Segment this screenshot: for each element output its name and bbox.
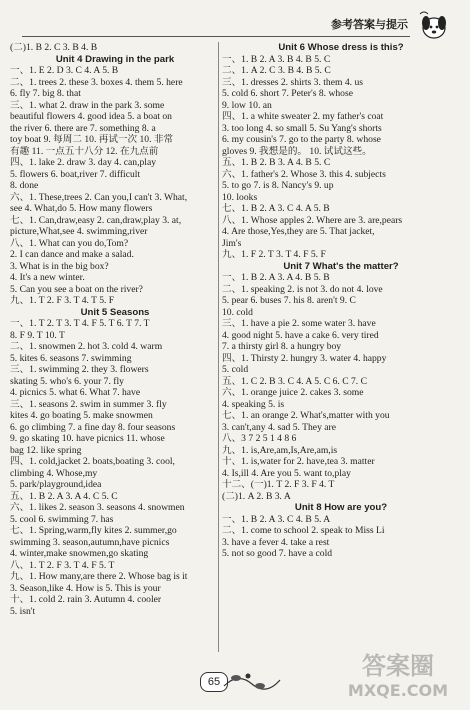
answer-line: 七、1. B 2. A 3. C 4. A 5. B <box>222 203 330 214</box>
answer-line: 二、1. trees 2. these 3. boxes 4. them 5. here <box>10 76 183 88</box>
watermark-logo <box>338 644 458 702</box>
answer-line: 五、1. B 2. B 3. A 4. B 5. C <box>222 157 331 168</box>
leaf-ornament-icon <box>222 668 282 694</box>
answer-line: 三、1. swimming 2. they 3. flowers <box>10 364 149 375</box>
answer-line: 5. pear 6. buses 7. his 8. aren't 9. C <box>222 295 356 306</box>
answer-line: 九、1. How many,are there 2. Whose bag is it <box>10 571 188 582</box>
answer-line: skating 5. who's 6. your 7. fly <box>10 375 124 387</box>
answer-line: the river 6. there are 7. something 8. a <box>10 122 156 134</box>
answer-line: 四、1. a white sweater 2. my father's coat <box>222 111 384 122</box>
answer-line: (二)1. A 2. B 3. A <box>222 490 291 502</box>
answer-line: 3. can't,any 4. sad 5. They are <box>222 421 336 433</box>
answer-line: 四、1. Thirsty 2. hungry 3. water 4. happy <box>222 352 387 364</box>
answer-line: 5. park/playground,idea <box>10 479 102 490</box>
unit-heading: Unit 6 Whose dress is this? <box>278 42 404 53</box>
unit-heading: Unit 7 What's the matter? <box>283 260 399 272</box>
answer-line: beautiful flowers 4. good idea 5. a boat on <box>10 111 172 122</box>
answer-line: 八、1. Whose apples 2. Where are 3. are,pears <box>222 214 403 226</box>
right-answer-column <box>222 42 460 560</box>
answer-line: kites 4. go boating 5. make snowmen <box>10 410 153 421</box>
answer-line: 4. speaking 5. is <box>222 398 285 410</box>
answer-line: 6. fly 7. big 8. that <box>10 88 81 99</box>
answer-line: 4. picnics 5. what 6. What 7. have <box>10 387 141 398</box>
answer-line: toy boat 9. 每周二 10. 再试一次 10. 非常 <box>10 134 174 145</box>
answer-line: 5. kites 6. seasons 7. swimming <box>10 352 132 364</box>
answer-line: 八、1. What can you do,Tom? <box>10 237 129 249</box>
watermark-line1: 答案圈 <box>362 652 434 680</box>
answer-line: 6. go climbing 7. a fine day 8. four seasons <box>10 421 176 433</box>
answer-line: 5. to go 7. is 8. Nancy's 9. up <box>222 180 334 191</box>
answer-line: 二、1. come to school 2. speak to Miss Li <box>222 525 385 536</box>
answer-line: 七、1. Can,draw,easy 2. can,draw,play 3. at, <box>10 214 182 226</box>
answer-line: 五、1. C 2. B 3. C 4. A 5. C 6. C 7. C <box>222 375 367 387</box>
answer-line: 十、1. is,water for 2. have,tea 3. matter <box>222 456 375 467</box>
answer-line: 5. Can you see a boat on the river? <box>10 283 143 295</box>
answer-line: 10. looks <box>222 191 258 203</box>
answer-line: 4. Is,ill 4. Are you 5. want to,play <box>222 467 351 479</box>
answer-line: 4. Are those,Yes,they are 5. That jacket, <box>222 226 375 237</box>
answer-line: 四、1. lake 2. draw 3. day 4. can,play <box>10 157 156 168</box>
answer-line: see 4. What,do 5. How many flowers <box>10 203 153 214</box>
answer-line: 5. flowers 6. boat,river 7. difficult <box>10 168 141 180</box>
answer-line: 5. isn't <box>10 605 36 617</box>
answer-line: 八、1. T 2. F 3. T 4. F 5. T <box>10 559 115 571</box>
answer-line: climbing 4. Whose,my <box>10 467 98 479</box>
answer-line: 八、3 7 2 5 1 4 8 6 <box>222 433 297 444</box>
answer-line: 六、1. likes 2. season 3. seasons 4. snowmen <box>10 502 185 513</box>
answer-line: 3. too long 4. so small 5. Su Yang's shorts <box>222 122 382 134</box>
answer-line: 二、1. snowmen 2. hot 3. cold 4. warm <box>10 341 163 352</box>
answer-line: 二、1. A 2. C 3. B 4. B 5. C <box>222 65 331 76</box>
answer-line: 九、1. is,Are,am,Is,Are,am,is <box>222 444 338 456</box>
header-rule <box>22 36 410 37</box>
answer-line: 九、1. F 2. T 3. T 4. F 5. F <box>222 249 326 260</box>
answer-line: 三、1. seasons 2. swim in summer 3. fly <box>10 398 167 410</box>
answer-line: 四、1. cold,jacket 2. boats,boating 3. cool, <box>10 456 175 467</box>
answer-line: picture,What,see 4. swimming,river <box>10 226 148 237</box>
answer-line: 10. cold <box>222 306 253 318</box>
answer-line: 一、1. E 2. D 3. C 4. A 5. B <box>10 65 119 76</box>
answer-line: 3. What is in the big box? <box>10 260 109 272</box>
answer-line: gloves 9. 我想是的。 10. 试试这些。 <box>222 145 372 157</box>
answer-line: 一、1. B 2. A 3. C 4. B 5. A <box>222 513 331 525</box>
answer-line: 8. done <box>10 180 39 191</box>
answer-line: 7. a thirsty girl 8. a hungry boy <box>222 341 342 352</box>
answer-line: 六、1. These,trees 2. Can you,I can't 3. What, <box>10 191 188 203</box>
answer-line: swimming 3. season,autumn,have picnics <box>10 536 170 548</box>
answer-line: 3. have a fever 4. take a rest <box>222 536 330 548</box>
answer-line: 七、1. Spring,warm,fly kites 2. summer,go <box>10 525 177 536</box>
answer-line: 3. Season,like 4. How is 5. This is your <box>10 582 161 594</box>
left-answer-column <box>10 42 220 617</box>
answer-line: 十、1. cold 2. rain 3. Autumn 4. cooler <box>10 594 162 605</box>
unit-heading: Unit 8 How are you? <box>294 502 388 513</box>
unit-heading: Unit 4 Drawing in the park <box>55 53 175 65</box>
answer-line: 一、1. T 2. T 3. T 4. F 5. T 6. T 7. T <box>10 318 150 329</box>
answer-line: 5. cool 6. swimming 7. has <box>10 513 114 525</box>
answer-line: 5. cold <box>222 364 249 375</box>
answer-line: 九、1. T 2. F 3. T 4. T 5. F <box>10 295 115 306</box>
answer-line: 五、1. B 2. A 3. A 4. C 5. C <box>10 490 118 502</box>
answer-line: 十二、(一)1. T 2. F 3. F 4. T <box>222 479 335 490</box>
answer-line: 4. winter,make snowmen,go skating <box>10 548 149 559</box>
answer-line: 5. not so good 7. have a cold <box>222 548 333 559</box>
answer-line: 七、1. an orange 2. What's,matter with you <box>222 410 390 421</box>
page-number: 65 <box>200 672 228 692</box>
answer-line: 8. F 9. T 10. T <box>10 329 65 341</box>
answer-line: 一、1. B 2. A 3. B 4. B 5. C <box>222 53 331 65</box>
answer-line: 三、1. what 2. draw in the park 3. some <box>10 99 165 111</box>
answer-line: Jim's <box>222 237 242 249</box>
page-header-title: 参考答案与提示 <box>331 18 408 31</box>
answer-line: 4. It's a new winter. <box>10 272 85 283</box>
answer-line: (二)1. B 2. C 3. B 4. B <box>10 42 98 53</box>
answer-line: 三、1. dresses 2. shirts 3. them 4. us <box>222 76 363 88</box>
watermark-line2: MXQE.COM <box>347 681 449 700</box>
answer-line: 9. low 10. an <box>222 99 272 111</box>
answer-line: 有趣 11. 一点五十八分 12. 在九点前 <box>10 145 159 157</box>
answer-line: 6. my cousin's 7. go to the party 8. whose <box>222 134 381 145</box>
cartoon-mascot-icon <box>414 6 454 46</box>
answer-line: 二、1. speaking 2. is not 3. do not 4. love <box>222 283 383 295</box>
unit-heading: Unit 5 Seasons <box>80 306 150 318</box>
answer-line: 一、1. B 2. A 3. A 4. B 5. B <box>222 272 330 283</box>
answer-line: 六、1. father's 2. Whose 3. this 4. subjects <box>222 168 386 180</box>
answer-line: 4. good night 5. have a cake 6. very tired <box>222 329 379 341</box>
answer-line: 9. go skating 10. have picnics 11. whose <box>10 433 165 444</box>
answer-line: 六、1. orange juice 2. cakes 3. some <box>222 387 364 398</box>
answer-line: 三、1. have a pie 2. some water 3. have <box>222 318 376 329</box>
answer-line: 5. cold 6. short 7. Peter's 8. whose <box>222 88 353 99</box>
answer-line: bag 12. like spring <box>10 444 82 456</box>
answer-line: 2. I can dance and make a salad. <box>10 249 134 260</box>
